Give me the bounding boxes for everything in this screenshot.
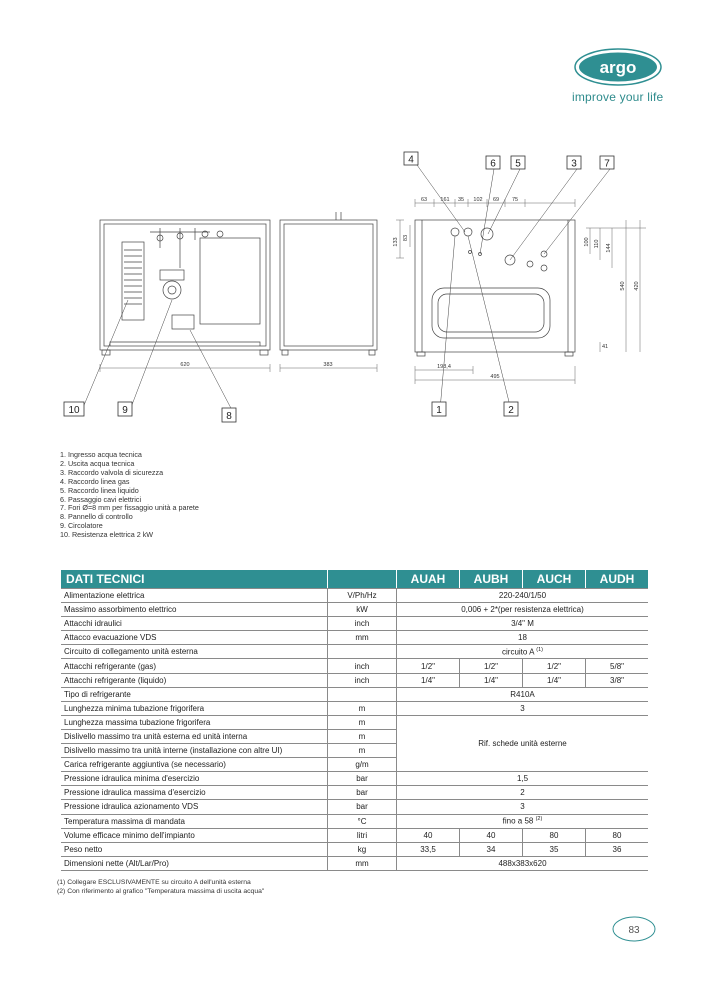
row-value-merged	[397, 603, 649, 617]
dim-side-width: 383	[323, 362, 333, 368]
dim-front-width: 620	[180, 362, 190, 368]
table-row	[61, 603, 648, 617]
row-unit: inch	[328, 673, 397, 687]
row-value-merged	[397, 814, 649, 828]
table-header-row	[61, 570, 648, 589]
dim-right: 110	[594, 239, 600, 249]
table-row	[61, 800, 648, 814]
dim-left: 133	[393, 237, 399, 247]
dim-left: 83	[403, 234, 409, 242]
row-value: 1/4"	[397, 673, 460, 687]
row-label: Carica refrigerante aggiuntiva (se necessario)	[61, 758, 328, 772]
row-label: Pressione idraulica azionamento VDS	[61, 800, 328, 814]
unit-header	[328, 570, 397, 589]
legend-item: 5. Raccordo linea liquido	[60, 485, 139, 495]
row-label: Attacchi refrigerante (liquido)	[61, 673, 328, 687]
row-unit: bar	[328, 772, 397, 786]
dim-top: 69	[492, 197, 500, 203]
row-value-text: R410A	[510, 689, 535, 699]
row-value-text: 3/4" M	[511, 619, 534, 629]
row-unit: g/m	[328, 758, 397, 772]
table-body	[61, 589, 648, 871]
table-row	[61, 673, 648, 687]
dim-bottom: 198,4	[437, 364, 451, 370]
row-label: Circuito di collegamento unità esterna	[61, 645, 328, 659]
row-value-text: fino a 58	[502, 816, 534, 826]
row-unit: bar	[328, 786, 397, 800]
row-value-merged	[397, 589, 649, 603]
table-row	[61, 687, 648, 701]
row-label: Pressione idraulica minima d'esercizio	[61, 772, 328, 786]
technical-drawing	[60, 150, 670, 440]
row-label: Temperatura massima di mandata	[61, 814, 328, 828]
legend-item: 9. Circolatore	[60, 521, 103, 531]
row-unit: kW	[328, 603, 397, 617]
table-row	[61, 842, 648, 856]
model-header: AUDH	[586, 570, 649, 589]
dim-top: 102	[473, 197, 483, 203]
row-value: 1/4"	[523, 673, 586, 687]
row-value-merged	[397, 617, 649, 631]
callout-label: 8	[226, 411, 232, 422]
row-value-text: circuito A	[502, 647, 535, 657]
table-row	[61, 856, 648, 870]
row-label: Lunghezza minima tubazione frigorifera	[61, 701, 328, 715]
row-value: 40	[397, 828, 460, 842]
dim-bottom: 495	[490, 374, 500, 380]
table-row	[61, 786, 648, 800]
table-row	[61, 631, 648, 645]
row-value-merged	[397, 772, 649, 786]
row-value-text: 2	[520, 788, 525, 798]
row-value: 80	[586, 828, 649, 842]
row-label: Massimo assorbimento elettrico	[61, 603, 328, 617]
row-value-text: 18	[518, 633, 527, 643]
footnote-ref: (2)	[535, 816, 543, 823]
row-value-merged	[397, 701, 649, 715]
row-unit	[328, 687, 397, 701]
legend-item: 2. Uscita acqua tecnica	[60, 458, 135, 468]
row-unit: kg	[328, 842, 397, 856]
row-value: 1/2"	[397, 659, 460, 673]
row-value-text: 3	[520, 802, 525, 812]
row-value: 80	[523, 828, 586, 842]
row-label: Attacco evacuazione VDS	[61, 631, 328, 645]
legend-item: 3. Raccordo valvola di sicurezza	[60, 467, 164, 477]
dim-right: 540	[620, 281, 626, 291]
callout-label: 4	[408, 154, 414, 166]
row-unit: m	[328, 715, 397, 729]
dim-top: 75	[511, 197, 519, 203]
row-value: 3/8"	[586, 673, 649, 687]
row-value: 1/4"	[460, 673, 523, 687]
row-label: Peso netto	[61, 842, 328, 856]
tagline: improve your life	[572, 90, 664, 104]
row-value: 35	[523, 842, 586, 856]
table-row	[61, 814, 648, 828]
row-label: Alimentazione elettrica	[61, 589, 328, 603]
callout-label: 9	[122, 405, 128, 416]
row-value: 5/8"	[586, 659, 649, 673]
footnote: (2) Con riferimento al grafico "Temperatura massima di uscita acqua"	[57, 888, 265, 895]
row-value-merged	[397, 856, 649, 870]
row-unit: bar	[328, 800, 397, 814]
row-label: Lunghezza massima tubazione frigorifera	[61, 715, 328, 729]
table-row	[61, 659, 648, 673]
legend-item: 10. Resistenza elettrica 2 kW	[60, 530, 154, 540]
dim-top: 63	[420, 197, 428, 203]
row-label: Volume efficace minimo dell'impianto	[61, 828, 328, 842]
callout-label: 1	[436, 405, 442, 416]
table-row	[61, 772, 648, 786]
row-unit: m	[328, 701, 397, 715]
row-unit: inch	[328, 617, 397, 631]
dim-top: 161	[440, 197, 450, 203]
callout-label: 2	[508, 405, 514, 416]
table-row	[61, 645, 648, 659]
callout-label: 3	[571, 158, 577, 170]
row-value: 33,5	[397, 842, 460, 856]
row-label: Dimensioni nette (Alt/Lar/Pro)	[61, 856, 328, 870]
model-header: AUCH	[523, 570, 586, 589]
dim-right: 144	[606, 243, 612, 253]
row-value-text: 220-240/1/50	[498, 591, 547, 601]
legend-item: 6. Passaggio cavi elettrici	[60, 494, 142, 504]
row-value-merged	[397, 687, 649, 701]
row-value-merged	[397, 786, 649, 800]
row-value: 1/2"	[460, 659, 523, 673]
row-unit: m	[328, 729, 397, 743]
row-unit: inch	[328, 659, 397, 673]
table-title: DATI TECNICI	[61, 570, 328, 589]
row-value-text: 0,006 + 2*(per resistenza elettrica)	[461, 605, 584, 615]
table-row	[61, 828, 648, 842]
page-number: 83	[628, 925, 640, 936]
row-label: Pressione idraulica massima d'esercizio	[61, 786, 328, 800]
dim-bottom: 41	[601, 344, 609, 350]
legend-item: 4. Raccordo linea gas	[60, 476, 130, 486]
row-value: 1/2"	[523, 659, 586, 673]
legend-item: 1. Ingresso acqua tecnica	[60, 450, 142, 459]
row-value-merged	[397, 800, 649, 814]
row-value-merged	[397, 645, 649, 659]
row-unit: °C	[328, 814, 397, 828]
row-unit: mm	[328, 631, 397, 645]
row-unit: litri	[328, 828, 397, 842]
row-label: Dislivello massimo tra unità interne (installazione con altre UI)	[61, 744, 328, 758]
row-value-text: 1,5	[516, 774, 529, 784]
dim-right: 420	[634, 281, 640, 291]
row-value: 40	[460, 828, 523, 842]
table-row	[61, 589, 648, 603]
drawing-legend	[60, 451, 199, 540]
row-value: 36	[586, 842, 649, 856]
row-label: Dislivello massimo tra unità esterna ed unità interna	[61, 729, 328, 743]
model-header: AUBH	[460, 570, 523, 589]
row-value-text: 488x383x620	[498, 858, 547, 868]
page-number-badge	[612, 916, 656, 942]
callout-label: 6	[490, 158, 496, 170]
row-label: Attacchi idraulici	[61, 617, 328, 631]
callout-label: 7	[604, 158, 610, 170]
dim-right: 100	[584, 237, 590, 247]
legend-item: 7. Fori Ø=8 mm per fissaggio unità a parete	[60, 503, 199, 513]
row-value-merged	[397, 631, 649, 645]
footnote: (1) Collegare ESCLUSIVAMENTE su circuito A dell'unità esterna	[57, 879, 251, 886]
table-row	[61, 701, 648, 715]
callout-label: 10	[68, 405, 80, 416]
footnote-ref: (1)	[536, 647, 543, 654]
row-unit: m	[328, 744, 397, 758]
legend-item: 8. Pannello di controllo	[60, 512, 133, 522]
row-label: Attacchi refrigerante (gas)	[61, 659, 328, 673]
row-unit: mm	[328, 856, 397, 870]
model-header: AUAH	[397, 570, 460, 589]
row-value: 34	[460, 842, 523, 856]
row-unit	[328, 645, 397, 659]
row-value-text: 3	[520, 703, 525, 713]
footnotes	[57, 878, 264, 896]
argo-logo	[574, 48, 662, 86]
row-value-merged: Rif. schede unità esterne	[397, 715, 649, 771]
table-row	[61, 715, 648, 729]
table-row	[61, 617, 648, 631]
brand-name: argo	[599, 58, 637, 77]
callout-label: 5	[515, 158, 521, 170]
technical-data-table	[61, 570, 648, 871]
row-label: Tipo di refrigerante	[61, 687, 328, 701]
dim-top: 35	[457, 197, 465, 203]
row-unit: V/Ph/Hz	[328, 589, 397, 603]
